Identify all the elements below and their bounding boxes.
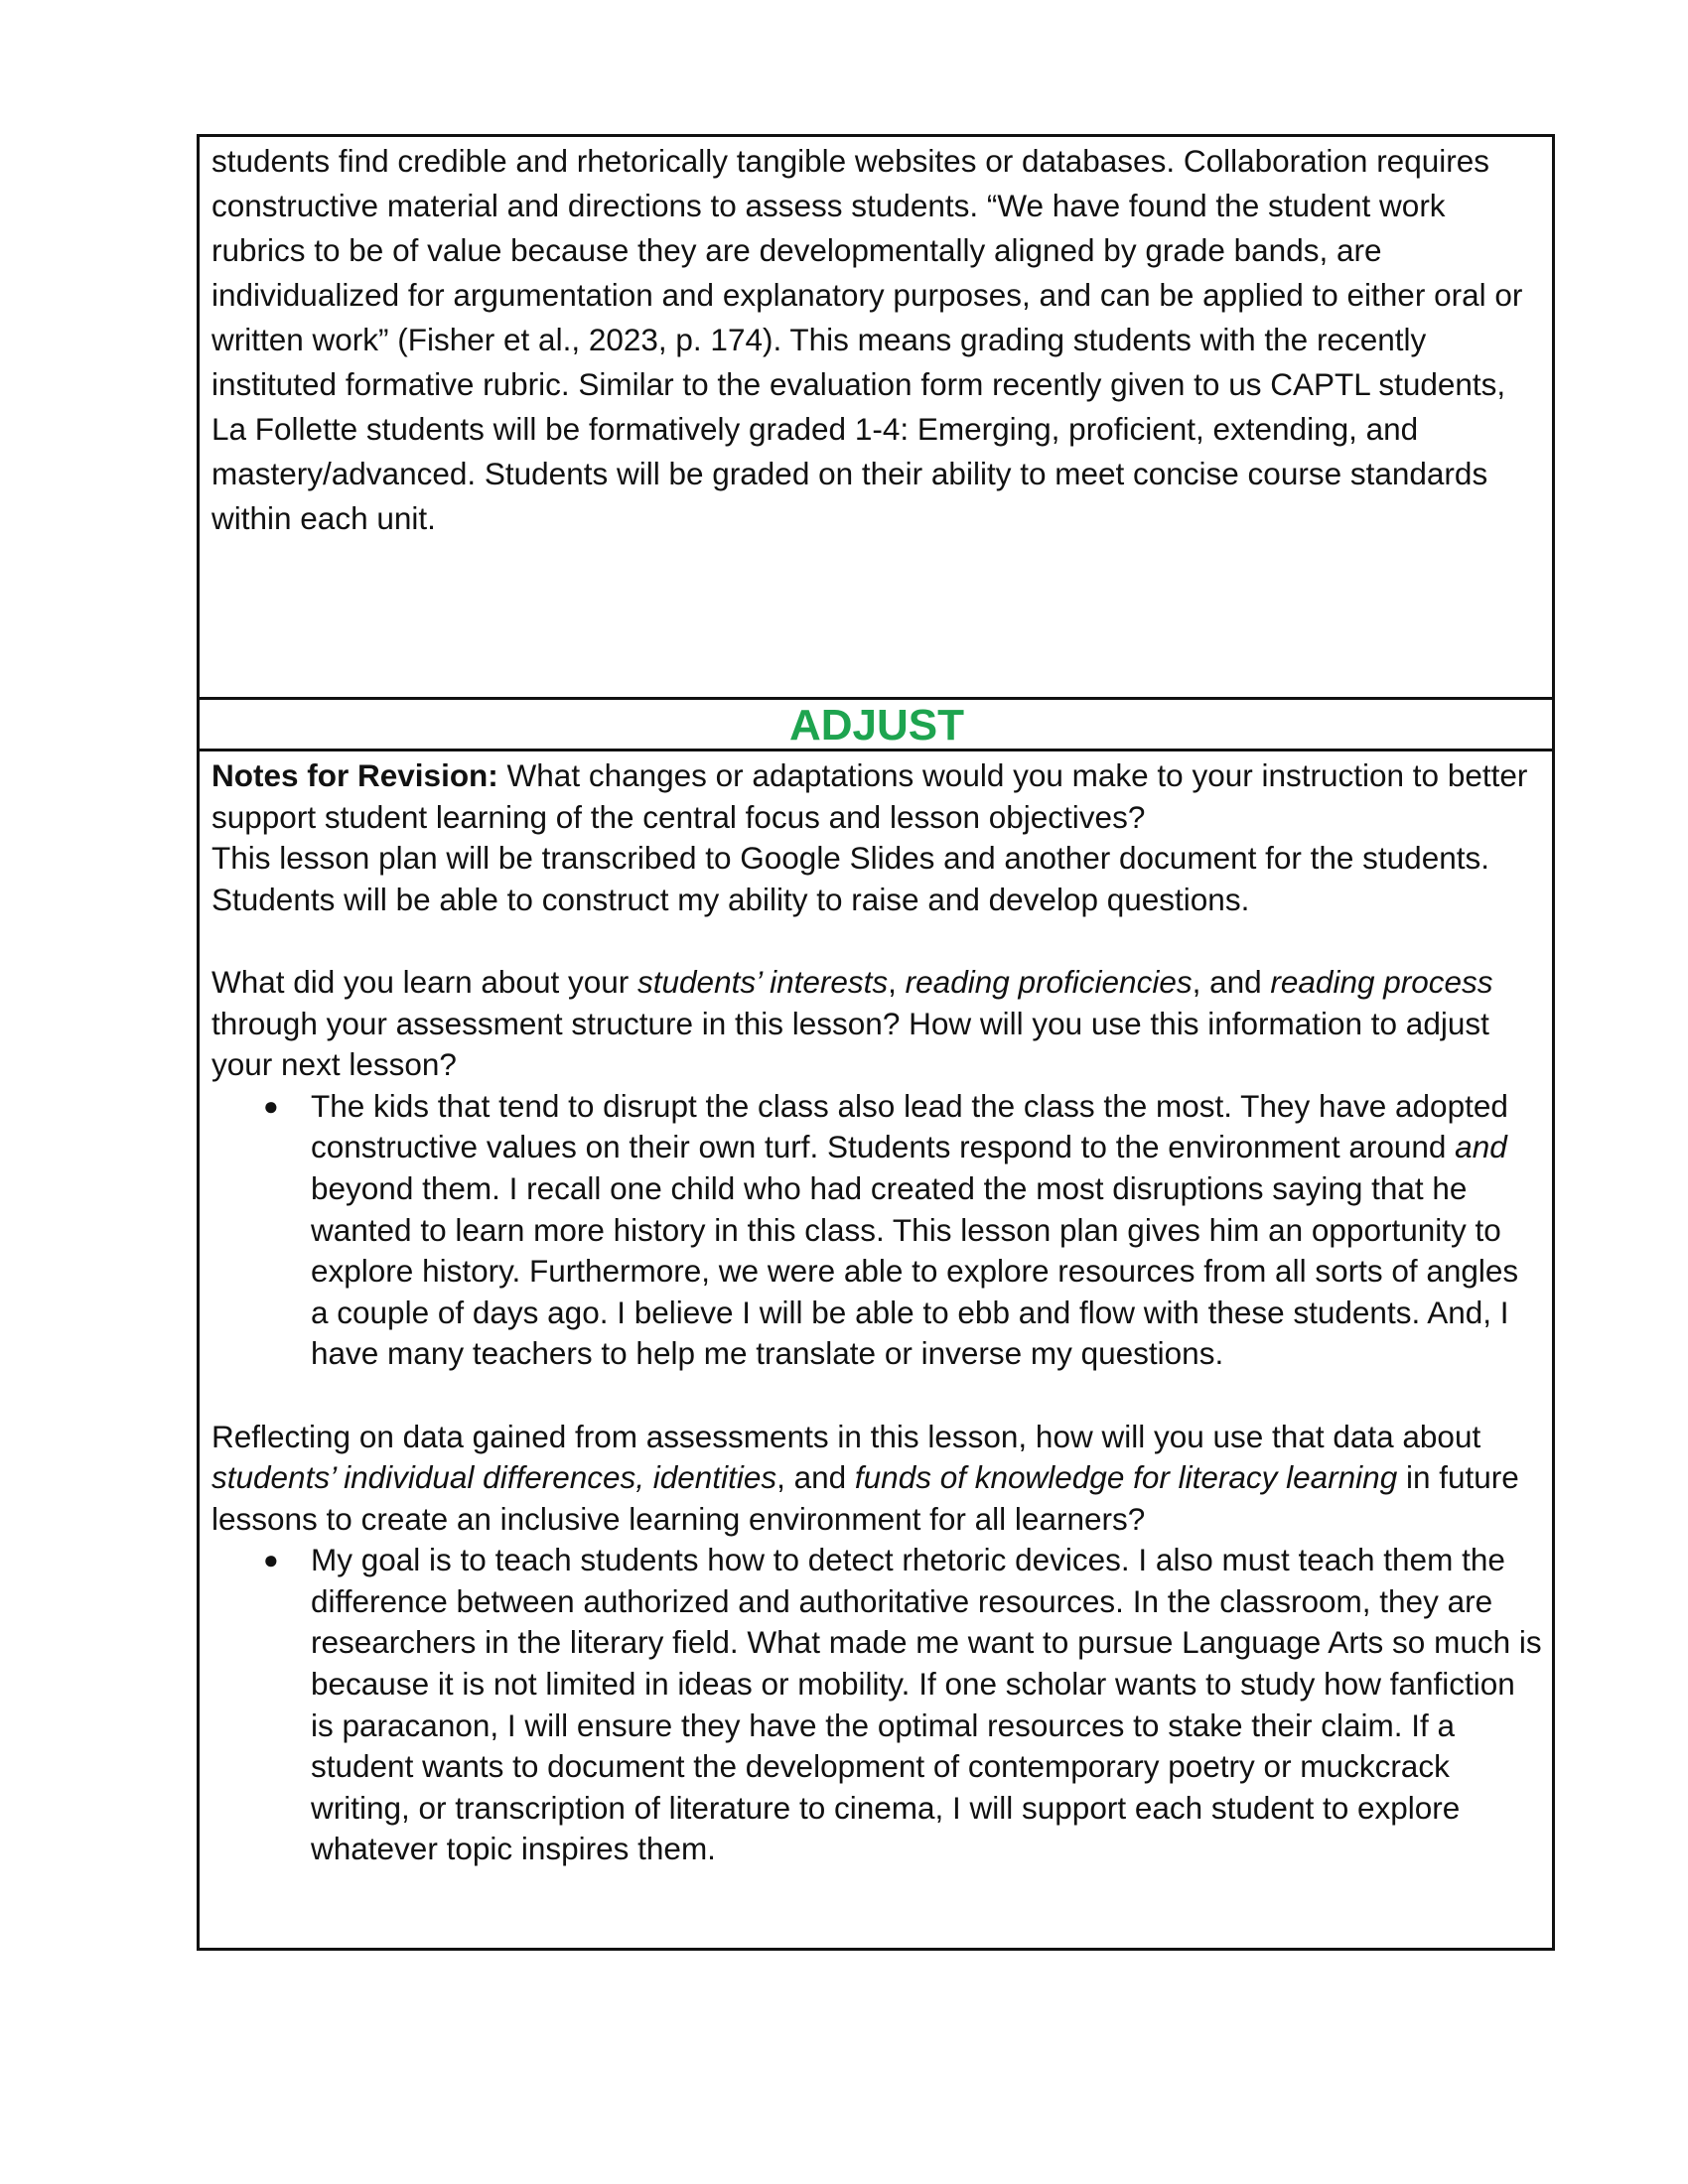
bullet-icon: ●	[263, 1090, 279, 1121]
notes-prompt: What changes or adaptations would you make to your instruction to better support student learning of the central focus and lesson objectives?	[211, 757, 1528, 835]
q2-text-1: Reflecting on data gained from assessments in this lesson, how will you use that data about	[211, 1418, 1481, 1454]
notes-for-revision	[211, 755, 1542, 838]
bullet-icon: ●	[263, 1545, 279, 1575]
answer-1-list	[211, 1086, 1542, 1375]
adjust-cell	[200, 751, 1552, 1948]
notes-label: Notes for Revision:	[211, 757, 498, 793]
q1-emphasis-1: students’ interests	[637, 963, 889, 1000]
list-item	[263, 1086, 1542, 1375]
q2-text-3: in future lessons to create an inclusive learning environment for all learners?	[211, 1459, 1519, 1537]
question-2	[211, 1417, 1542, 1541]
q1-emphasis-3: reading process	[1270, 963, 1493, 1000]
q1-emphasis-2: reading proficiencies	[905, 963, 1193, 1000]
spacer	[211, 1375, 1542, 1417]
a2-text: My goal is to teach students how to detect rhetoric devices. I also must teach them the difference between authorized and authoritative resources. In the classroom, they are researchers in the literary field. What made me want to pursue Language Arts so much is because it is not limited in ideas or mobility. If one scholar wants to study how fanfiction is paracanon, I will ensure they have the optimal resources to stake their claim. If a student wants to document the development of contemporary poetry or muckcrack writing, or transcription of literature to cinema, I will support each student to explore whatever topic inspires them.	[311, 1542, 1542, 1867]
list-item	[263, 1540, 1542, 1870]
a1-emphasis: and	[1455, 1129, 1507, 1165]
answer-2-list	[211, 1540, 1542, 1870]
q2-emphasis-2: funds of knowledge for literacy learning	[854, 1459, 1398, 1496]
notes-answer: This lesson plan will be transcribed to Google Slides and another document for the students. Students will be able to construct my ability to raise and develop questions.	[211, 840, 1489, 917]
q2-emphasis-1: students’ individual differences, identities	[211, 1459, 777, 1496]
q1-text-3: , and	[1192, 963, 1271, 1000]
q2-text-2: , and	[776, 1459, 855, 1496]
question-1	[211, 962, 1542, 1086]
assessment-paragraph: students find credible and rhetorically tangible websites or databases. Collaboration requires constructive material and directions to assess students. “We have found the student work rubrics to be of value because they are developmentally aligned by grade bands, are individualized for argumentation and explanatory purposes, and can be applied to either oral or written work” (Fisher et al., 2023, p. 174). This means grading students with the recently instituted formative rubric. Similar to the evaluation form recently given to us CAPTL students, La Follette students will be formatively graded 1-4: Emerging, proficient, extending, and mastery/advanced. Students will be graded on their ability to meet concise course standards within each unit.	[211, 143, 1523, 536]
adjust-section-header	[200, 700, 1552, 751]
adjust-title: ADJUST	[788, 701, 965, 750]
q1-text-1: What did you learn about your	[211, 963, 638, 1000]
assessment-cell	[200, 137, 1552, 700]
q1-text-2: ,	[888, 963, 906, 1000]
q1-text-4: through your assessment structure in this lesson? How will you use this information to adjust your next lesson?	[211, 1005, 1489, 1083]
lesson-plan-table	[197, 134, 1555, 1951]
a1-text-2: beyond them. I recall one child who had created the most disruptions saying that he wanted to learn more history in this class. This lesson plan gives him an opportunity to explore history. Furthermore, we were able to explore resources from all sorts of angles a couple of days ago. I believe I will be able to ebb and flow with these students. And, I have many teachers to help me translate or inverse my questions.	[311, 1169, 1519, 1372]
spacer	[211, 920, 1542, 962]
a1-text-1: The kids that tend to disrupt the class also lead the class the most. They have adopted constructive values on their own turf. Students respond to the environment around	[311, 1087, 1508, 1165]
